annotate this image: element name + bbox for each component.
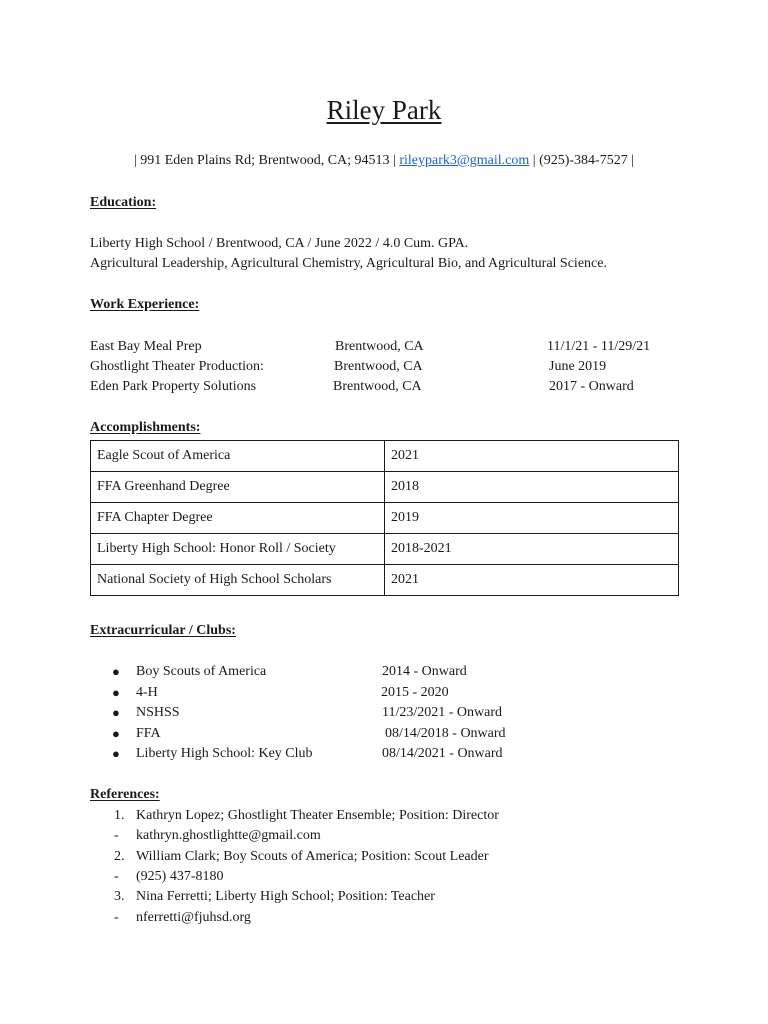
work-location: Brentwood, CA xyxy=(334,359,423,374)
accomplishment-name: Liberty High School: Honor Roll / Society xyxy=(91,534,385,565)
club-name: NSHSS xyxy=(136,705,180,720)
reference-marker: 1. xyxy=(114,808,125,823)
work-location: Brentwood, CA xyxy=(335,339,424,354)
reference-marker: - xyxy=(114,828,119,843)
contact-line xyxy=(0,153,768,169)
accomplishment-name: Eagle Scout of America xyxy=(91,441,385,472)
education-line-1: Liberty High School / Brentwood, CA / June 2022 / 4.0 Cum. GPA. xyxy=(90,236,469,251)
accomplishments-heading: Accomplishments: xyxy=(90,420,201,435)
reference-line: William Clark; Boy Scouts of America; Position: Scout Leader xyxy=(136,849,489,864)
accomplishment-name: National Society of High School Scholars xyxy=(91,565,385,596)
work-dates: 11/1/21 - 11/29/21 xyxy=(547,339,651,354)
work-employer: Ghostlight Theater Production: xyxy=(90,359,264,374)
club-dates: 2015 - 2020 xyxy=(381,685,449,700)
accomplishment-year: 2021 xyxy=(385,441,679,472)
club-name: 4-H xyxy=(136,685,158,700)
bullet-icon: ● xyxy=(112,705,120,720)
accomplishment-name: FFA Greenhand Degree xyxy=(91,472,385,503)
work-employer: East Bay Meal Prep xyxy=(90,339,202,354)
email-link[interactable]: rileypark3@gmail.com xyxy=(399,153,530,168)
education-line-2: Agricultural Leadership, Agricultural Chemistry, Agricultural Bio, and Agricultural Science. xyxy=(90,256,607,271)
work-location: Brentwood, CA xyxy=(333,379,422,394)
club-name: Boy Scouts of America xyxy=(136,664,267,679)
work-dates: 2017 - Onward xyxy=(549,379,634,394)
contact-address: | 991 Eden Plains Rd; Brentwood, CA; 94513 | xyxy=(133,153,396,168)
accomplishment-year: 2018-2021 xyxy=(385,534,679,565)
reference-line: nferretti@fjuhsd.org xyxy=(136,910,251,925)
reference-marker: 2. xyxy=(114,849,125,864)
bullet-icon: ● xyxy=(112,726,120,741)
reference-marker: - xyxy=(114,910,119,925)
reference-marker: 3. xyxy=(114,889,125,904)
club-dates: 11/23/2021 - Onward xyxy=(382,705,503,720)
table-row xyxy=(91,441,679,472)
club-name: FFA xyxy=(136,726,161,741)
accomplishment-name: FFA Chapter Degree xyxy=(91,503,385,534)
table-row xyxy=(91,472,679,503)
club-dates: 2014 - Onward xyxy=(382,664,467,679)
extracurricular-heading: Extracurricular / Clubs: xyxy=(90,623,236,638)
club-dates: 08/14/2021 - Onward xyxy=(382,746,503,761)
references-heading: References: xyxy=(90,787,160,802)
page-title: Riley Park xyxy=(326,95,442,125)
education-heading: Education: xyxy=(90,195,157,210)
reference-line: kathryn.ghostlightte@gmail.com xyxy=(136,828,321,843)
club-dates: 08/14/2018 - Onward xyxy=(385,726,506,741)
table-row xyxy=(91,534,679,565)
bullet-icon: ● xyxy=(112,746,120,761)
accomplishment-year: 2018 xyxy=(385,472,679,503)
accomplishments-table xyxy=(90,440,679,596)
accomplishment-year: 2019 xyxy=(385,503,679,534)
bullet-icon: ● xyxy=(112,664,120,679)
reference-line: Nina Ferretti; Liberty High School; Position: Teacher xyxy=(136,889,435,904)
work-heading: Work Experience: xyxy=(90,297,200,312)
reference-line: (925) 437-8180 xyxy=(136,869,224,884)
table-row xyxy=(91,565,679,596)
accomplishment-year: 2021 xyxy=(385,565,679,596)
bullet-icon: ● xyxy=(112,685,120,700)
reference-line: Kathryn Lopez; Ghostlight Theater Ensemble; Position: Director xyxy=(136,808,499,823)
work-dates: June 2019 xyxy=(549,359,607,374)
table-row xyxy=(91,503,679,534)
reference-marker: - xyxy=(114,869,119,884)
work-employer: Eden Park Property Solutions xyxy=(90,379,257,394)
club-name: Liberty High School: Key Club xyxy=(136,746,313,761)
contact-phone: | (925)-384-7527 | xyxy=(532,153,635,168)
